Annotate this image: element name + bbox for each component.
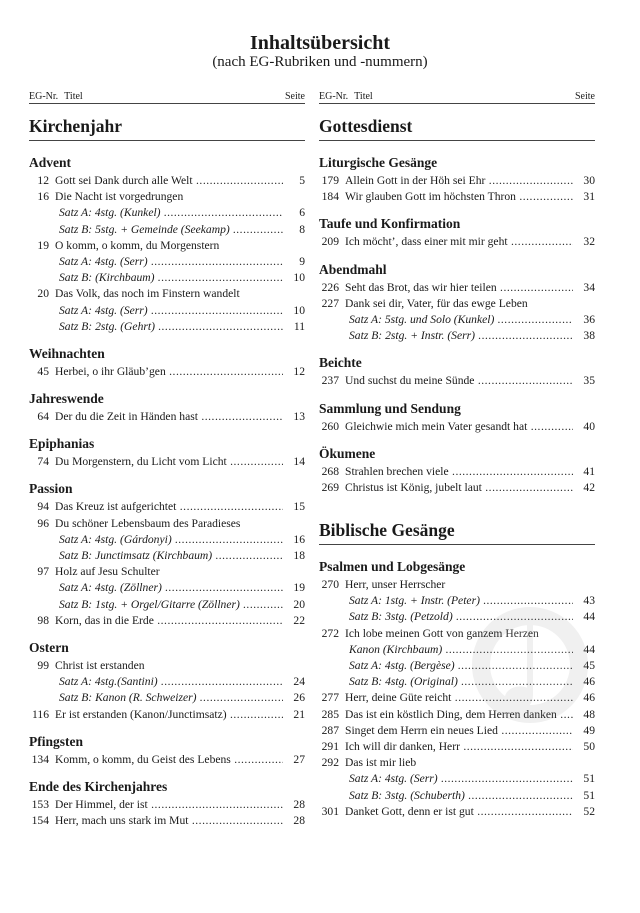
song-title: Singet dem Herrn ein neues Lied ..... — [345, 723, 573, 739]
column-header-page: Seite — [575, 91, 595, 102]
song-number: 20 — [37, 287, 49, 301]
song-title: Satz A: 4stg. (Kunkel) ..... — [59, 205, 283, 221]
page-number: 14 — [293, 455, 305, 469]
page-number: 13 — [293, 410, 305, 424]
song-title: Strahlen brechen viele ..... — [345, 464, 573, 480]
page-number: 8 — [299, 222, 305, 236]
page-number: 15 — [293, 500, 305, 514]
song-number: 269 — [321, 480, 339, 494]
song-number: 94 — [37, 500, 49, 514]
page-number: 11 — [293, 319, 305, 333]
song-number: 74 — [37, 455, 49, 469]
page-number: 49 — [583, 723, 595, 737]
page-number: 34 — [583, 280, 595, 294]
toc-entry — [319, 189, 595, 205]
category-heading: Epiphanias — [29, 436, 95, 452]
song-number: 16 — [37, 190, 49, 204]
column-header — [319, 91, 595, 104]
toc-subentry — [319, 312, 595, 328]
song-number: 285 — [321, 707, 339, 721]
toc-subentry — [29, 597, 305, 613]
toc-entry — [29, 613, 305, 629]
page-number: 50 — [583, 739, 595, 753]
page-number: 30 — [583, 174, 595, 187]
category-heading: Taufe und Konfirmation — [319, 216, 461, 232]
song-number: 64 — [37, 410, 49, 424]
song-title: Satz B: 4stg. (Original) ..... — [349, 674, 573, 690]
page-number: 28 — [293, 814, 305, 828]
toc-entry — [319, 419, 595, 435]
page-number: 41 — [583, 464, 595, 478]
song-title: Das Volk, das noch im Finstern wandelt — [55, 287, 240, 301]
song-title: Satz B: 3stg. (Schuberth) ..... — [349, 788, 573, 804]
song-number: 237 — [321, 374, 339, 388]
song-title: Das ist mir lieb — [345, 756, 417, 770]
section-title: Kirchenjahr — [29, 116, 305, 141]
column-header-title: Titel — [354, 91, 373, 102]
song-number: 260 — [321, 419, 339, 433]
song-number: 209 — [321, 235, 339, 249]
song-title: Allein Gott in der Höh sei Ehr ..... — [345, 173, 573, 189]
page-number: 48 — [583, 707, 595, 721]
song-number: 301 — [321, 804, 339, 818]
song-title: Christus ist König, jubelt laut ..... — [345, 480, 573, 496]
page-number: 6 — [299, 206, 305, 220]
song-title: Herr, unser Herrscher — [345, 578, 446, 592]
song-number: 154 — [31, 814, 49, 828]
song-title: Du schöner Lebensbaum des Paradieses — [55, 516, 241, 530]
page-number: 18 — [293, 549, 305, 562]
toc-entry — [29, 752, 305, 768]
page-number: 44 — [583, 642, 595, 656]
song-title: Satz A: 4stg. (Serr) ..... — [59, 303, 283, 319]
page-number: 38 — [583, 329, 595, 343]
category-heading: Ostern — [29, 639, 69, 655]
toc-subentry — [29, 532, 305, 548]
toc-subentry — [319, 328, 595, 344]
toc-subentry — [29, 580, 305, 596]
toc-entry — [319, 739, 595, 755]
song-title: Satz A: 5stg. und Solo (Kunkel) ..... — [349, 312, 573, 328]
page-number: 46 — [583, 691, 595, 705]
page-number: 21 — [293, 707, 305, 721]
song-title: Satz B: (Kirchbaum) ..... — [59, 270, 283, 286]
song-title: Seht das Brot, das wir hier teilen ..... — [345, 280, 573, 296]
song-number: 270 — [321, 578, 339, 592]
page-number: 52 — [583, 804, 595, 818]
song-number: 12 — [37, 174, 49, 187]
song-title: Satz B: 5stg. + Gemeinde (Seekamp) ..... — [59, 222, 283, 238]
toc-entry — [29, 173, 305, 189]
page-number: 24 — [293, 675, 305, 689]
category-heading: Ende des Kirchenjahres — [29, 778, 168, 794]
toc-entry — [319, 296, 595, 312]
column-header — [29, 91, 305, 104]
page-number: 26 — [293, 691, 305, 705]
song-number: 153 — [31, 797, 49, 811]
page-subtitle: (nach EG-Rubriken und -nummern) — [212, 54, 428, 70]
page-number: 46 — [583, 675, 595, 689]
toc-entry — [29, 409, 305, 425]
toc-entry — [29, 707, 305, 723]
page-number: 16 — [293, 532, 305, 546]
toc-entry — [29, 516, 305, 532]
category-heading: Advent — [29, 155, 72, 170]
toc-entry — [319, 804, 595, 820]
song-number: 134 — [31, 752, 49, 766]
song-title: Satz A: 4stg. (Serr) ..... — [349, 771, 573, 787]
page-number: 20 — [293, 597, 305, 611]
toc-entry — [29, 189, 305, 205]
toc-entry — [319, 480, 595, 496]
song-number: 19 — [37, 238, 49, 252]
category-heading: Abendmahl — [319, 261, 387, 277]
song-title: Komm, o komm, du Geist des Lebens ..... — [55, 752, 283, 768]
category-heading: Pfingsten — [29, 733, 83, 749]
page-number: 51 — [583, 772, 595, 786]
toc-entry — [319, 373, 595, 389]
page-number: 42 — [583, 480, 595, 494]
toc-entry — [319, 173, 595, 189]
song-title: Er ist erstanden (Kanon/Junctimsatz) ..... — [55, 707, 283, 723]
category-heading: Jahreswende — [29, 391, 104, 407]
left-column — [29, 91, 305, 829]
page-number: 35 — [583, 374, 595, 388]
page-number: 19 — [293, 581, 305, 595]
song-number: 97 — [37, 565, 49, 579]
song-number: 45 — [37, 364, 49, 378]
page-number: 32 — [583, 235, 595, 249]
watermark-logo-icon — [470, 600, 590, 730]
category-heading: Ökumene — [319, 445, 376, 461]
column-header-page: Seite — [285, 91, 305, 102]
toc-subentry — [29, 674, 305, 690]
song-number: 268 — [321, 464, 339, 478]
song-title: Das Kreuz ist aufgerichtet ..... — [55, 499, 283, 515]
song-title: Satz A: 4stg.(Santini) ..... — [59, 674, 283, 690]
section-title-biblische: Biblische Gesänge — [319, 520, 595, 545]
song-number: 291 — [321, 739, 339, 753]
song-number: 277 — [321, 691, 339, 705]
toc-subentry — [29, 222, 305, 238]
category-heading: Sammlung und Sendung — [319, 400, 461, 416]
page-number: 10 — [293, 271, 305, 285]
section-title: Gottesdienst — [319, 116, 595, 141]
song-number: 272 — [321, 626, 339, 640]
toc-entry — [319, 755, 595, 771]
song-title: Christ ist erstanden — [55, 658, 145, 672]
toc-subentry — [29, 303, 305, 319]
song-title: Satz A: 1stg. + Instr. (Peter) ..... — [349, 593, 573, 609]
song-title: Und suchst du meine Sünde ..... — [345, 373, 573, 389]
song-number: 287 — [321, 723, 339, 737]
song-title: Der du die Zeit in Händen hast ..... — [55, 409, 283, 425]
song-title: Die Nacht ist vorgedrungen — [55, 190, 184, 204]
page-number: 5 — [299, 174, 305, 187]
toc-entry — [29, 658, 305, 674]
page-number: 51 — [583, 788, 595, 802]
song-title: Satz B: 2stg. + Instr. (Serr) ..... — [349, 328, 573, 344]
song-title: Der Himmel, der ist ..... — [55, 797, 283, 813]
song-title: Satz A: 4stg. (Zöllner) ..... — [59, 580, 283, 596]
category-heading: Passion — [29, 481, 73, 497]
song-title: Satz B: Junctimsatz (Kirchbaum) ..... — [59, 548, 283, 564]
toc-subentry — [29, 548, 305, 564]
category-heading: Weihnachten — [29, 345, 105, 361]
toc-subentry — [29, 270, 305, 286]
song-title: Satz B: 2stg. (Gehrt) ..... — [59, 319, 283, 335]
song-title: Satz B: 3stg. (Petzold) ..... — [349, 609, 573, 625]
page-number: 40 — [583, 419, 595, 433]
song-title: Herr, mach uns stark im Mut ..... — [55, 813, 283, 829]
category-heading: Liturgische Gesänge — [319, 155, 438, 170]
song-title: Gleichwie mich mein Vater gesandt hat ..... — [345, 419, 573, 435]
toc-entry — [29, 238, 305, 254]
toc-entry — [29, 286, 305, 302]
song-title: Ich will dir danken, Herr ..... — [345, 739, 573, 755]
page-number: 45 — [583, 659, 595, 672]
song-title: Satz A: 4stg. (Serr) ..... — [59, 254, 283, 270]
toc-entry — [29, 797, 305, 813]
toc-entry — [319, 464, 595, 480]
song-number: 98 — [37, 613, 49, 627]
column-header-nr: EG-Nr. — [29, 91, 59, 102]
page-number: 28 — [293, 797, 305, 811]
song-number: 227 — [321, 296, 339, 310]
toc-entry — [319, 234, 595, 250]
song-title: Gott sei Dank durch alle Welt ..... — [55, 173, 283, 189]
column-header-title: Titel — [64, 91, 83, 102]
song-title: Herr, deine Güte reicht ..... — [345, 690, 573, 706]
song-title: Ich möcht’, dass einer mit mir geht ..... — [345, 234, 573, 250]
page-number: 31 — [583, 190, 595, 204]
song-title: Satz B: 1stg. + Orgel/Gitarre (Zöllner) ..... — [59, 597, 283, 613]
song-number: 292 — [321, 756, 339, 770]
category-heading: Beichte — [319, 355, 362, 371]
song-title: Ich lobe meinen Gott von ganzem Herzen — [345, 626, 539, 640]
page-number: 36 — [583, 312, 595, 326]
song-title: Satz B: Kanon (R. Schweizer) ..... — [59, 690, 283, 706]
page-title: Inhaltsübersicht — [249, 32, 391, 54]
toc-subentry — [29, 690, 305, 706]
toc-entry — [29, 454, 305, 470]
page-number: 43 — [583, 594, 595, 608]
toc-entry — [29, 813, 305, 829]
song-title: Korn, das in die Erde ..... — [55, 613, 283, 629]
page-number: 22 — [293, 613, 305, 627]
page-number: 9 — [299, 254, 305, 268]
toc-entry — [319, 577, 595, 593]
toc-subentry — [319, 788, 595, 804]
toc-subentry — [319, 771, 595, 787]
toc-subentry — [29, 319, 305, 335]
toc-entry — [29, 499, 305, 515]
song-number: 226 — [321, 280, 339, 294]
page-number: 44 — [583, 610, 595, 624]
category-heading: Psalmen und Lobgesänge — [319, 559, 466, 575]
song-title: Kanon (Kirchbaum) ..... — [349, 642, 573, 658]
toc-entry — [319, 280, 595, 296]
song-number: 184 — [321, 190, 339, 204]
song-title: Herbei, o ihr Gläub’gen ..... — [55, 364, 283, 380]
page-number: 10 — [293, 303, 305, 317]
song-number: 179 — [321, 174, 339, 187]
song-number: 99 — [37, 658, 49, 672]
toc-entry — [29, 564, 305, 580]
page-number: 12 — [293, 364, 305, 378]
song-title: Danket Gott, denn er ist gut ..... — [345, 804, 573, 820]
song-title: Satz A: 4stg. (Bergèse) ..... — [349, 658, 573, 674]
song-title: Das ist ein köstlich Ding, dem Herren danken ..... — [345, 707, 573, 723]
song-number: 96 — [37, 516, 49, 530]
song-title: Satz A: 4stg. (Gárdonyi) ..... — [59, 532, 283, 548]
song-title: Holz auf Jesu Schulter — [55, 565, 160, 579]
toc-subentry — [29, 254, 305, 270]
song-number: 116 — [32, 707, 49, 721]
song-title: O komm, o komm, du Morgenstern — [55, 238, 220, 252]
song-title: Dank sei dir, Vater, für das ewge Leben — [345, 296, 528, 310]
song-title: Wir glauben Gott im höchsten Thron ..... — [345, 189, 573, 205]
column-header-nr: EG-Nr. — [319, 91, 349, 102]
page-number: 27 — [293, 752, 305, 766]
song-title: Du Morgenstern, du Licht vom Licht ..... — [55, 454, 283, 470]
toc-entry — [29, 364, 305, 380]
toc-subentry — [29, 205, 305, 221]
